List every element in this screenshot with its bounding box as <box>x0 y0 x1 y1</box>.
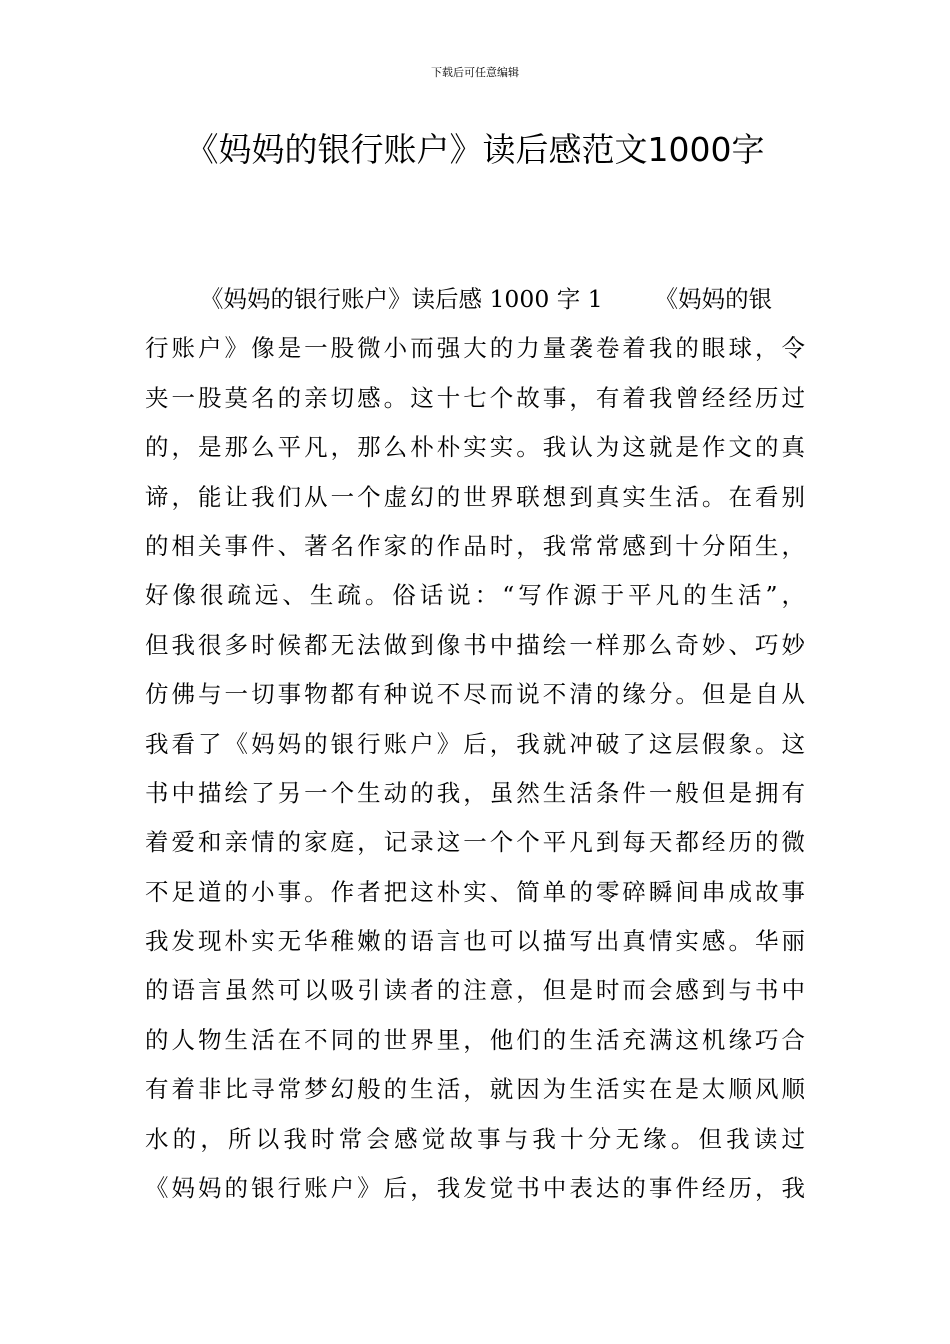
body-line: 不足道的小事。作者把这朴实、简单的零碎瞬间串成故事 <box>145 877 805 906</box>
body-line-first-part1: 《妈妈的银行账户》读后感 1000 字 1 <box>200 285 603 313</box>
body-line: 我看了《妈妈的银行账户》后，我就冲破了这层假象。这 <box>145 729 805 758</box>
body-line: 的相关事件、著名作家的作品时，我常常感到十分陌生， <box>145 531 805 560</box>
body-line: 着爱和亲情的家庭，记录这一个个平凡到每天都经历的微 <box>145 828 805 857</box>
body-line: 的语言虽然可以吸引读者的注意，但是时而会感到与书中 <box>145 976 805 1005</box>
header-note: 下载后可任意编辑 <box>431 66 519 79</box>
body-line: 好像很疏远、生疏。俗话说：“写作源于平凡的生活”， <box>145 581 805 610</box>
body-line: 水的，所以我时常会感觉故事与我十分无缘。但我读过 <box>145 1124 805 1153</box>
body-line: 但我很多时候都无法做到像书中描绘一样那么奇妙、巧妙 <box>145 630 805 659</box>
body-line: 的人物生活在不同的世界里，他们的生活充满这机缘巧合 <box>145 1025 805 1054</box>
body-line: 有着非比寻常梦幻般的生活，就因为生活实在是太顺风顺 <box>145 1075 805 1104</box>
body-line-first-part2: 《妈妈的银 <box>654 285 773 313</box>
body-line: 《妈妈的银行账户》后，我发觉书中表达的事件经历，我 <box>145 1174 805 1203</box>
body-line: 的，是那么平凡，那么朴朴实实。我认为这就是作文的真 <box>145 433 805 462</box>
body-line: 夹一股莫名的亲切感。这十七个故事，有着我曾经经历过 <box>145 383 805 412</box>
document-title: 《妈妈的银行账户》读后感范文1000字 <box>185 130 765 169</box>
body-line: 书中描绘了另一个生动的我，虽然生活条件一般但是拥有 <box>145 778 805 807</box>
body-paragraph <box>145 280 805 1218</box>
body-line: 行账户》像是一股微小而强大的力量袭卷着我的眼球，令 <box>145 334 805 363</box>
body-line: 谛，能让我们从一个虚幻的世界联想到真实生活。在看别 <box>145 482 805 511</box>
body-line-first <box>145 280 805 329</box>
body-line: 仿佛与一切事物都有种说不尽而说不清的缘分。但是自从 <box>145 680 805 709</box>
body-line: 我发现朴实无华稚嫩的语言也可以描写出真情实感。华丽 <box>145 927 805 956</box>
